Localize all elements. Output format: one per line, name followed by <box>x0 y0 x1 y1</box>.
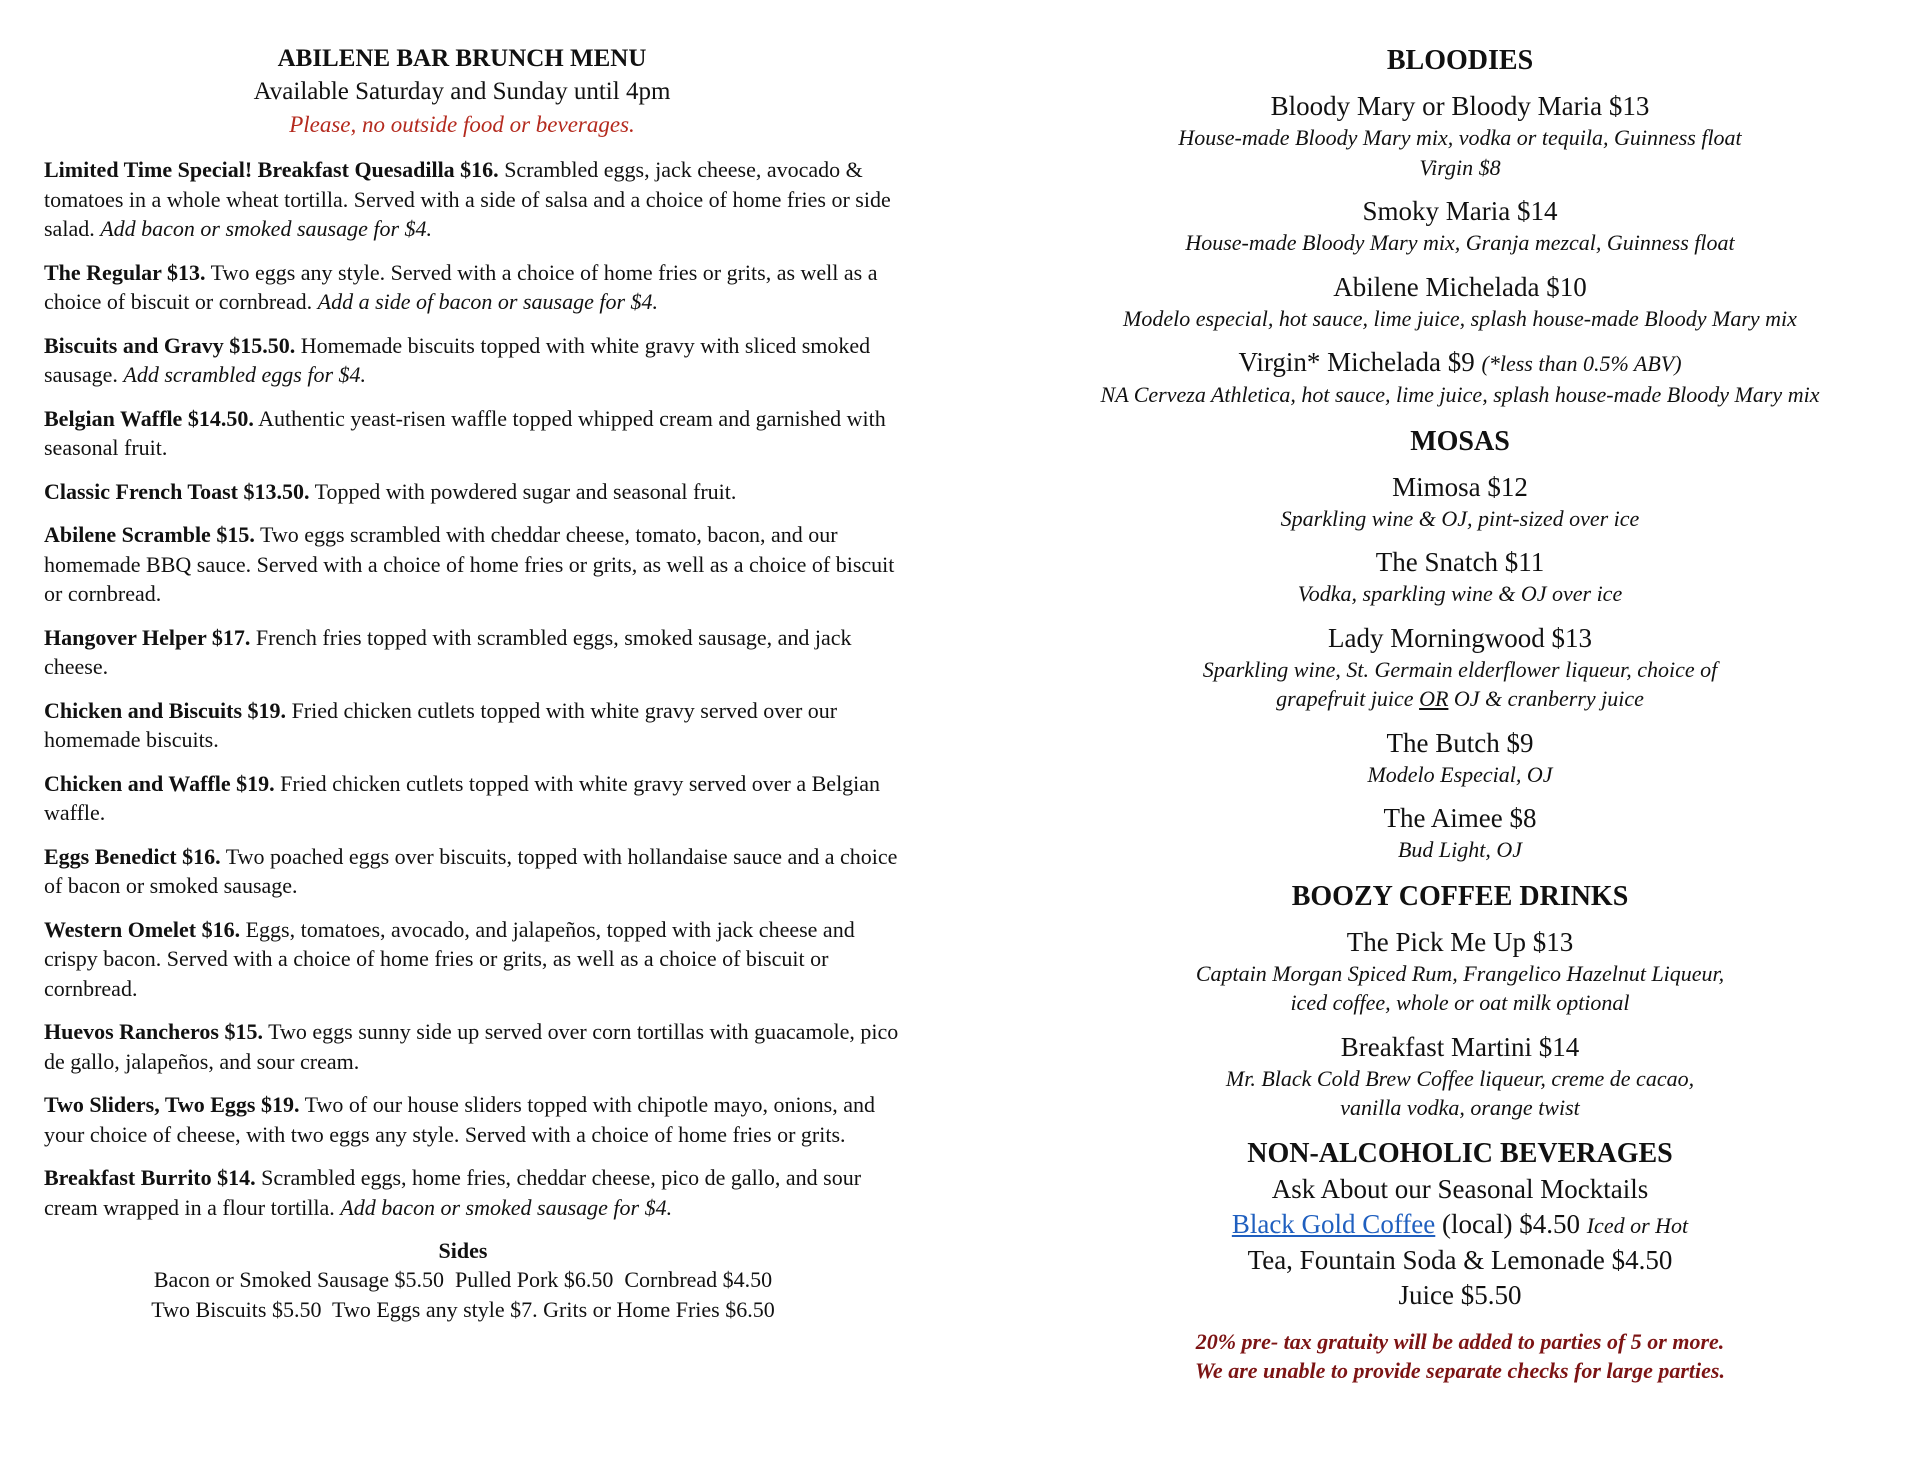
availability-text: Available Saturday and Sunday until 4pm <box>253 78 671 105</box>
juice-price: Juice $5.50 <box>1398 1279 1522 1310</box>
drink-description: Captain Morgan Spiced Rum, Frangelico Hazelnut Liqueur, <box>1195 960 1725 986</box>
drink-name-row <box>1040 346 1880 380</box>
drink-description-line2 <box>1040 684 1880 714</box>
drink-description: Sparkling wine & OJ, pint-sized over ice <box>1280 505 1640 531</box>
drink-description: iced coffee, whole or oat milk optional <box>1290 990 1630 1015</box>
drink-name: The Aimee $8 <box>1383 803 1537 833</box>
menu-header <box>44 42 900 141</box>
item-description: Two eggs any style. Served with a choice of home fries or grits, as well as a choice of biscuit or cornbread. <box>44 259 878 314</box>
mocktails-text: Ask About our Seasonal Mocktails <box>1271 1173 1649 1204</box>
food-column <box>44 42 900 1325</box>
drink-breakfast-martini <box>1040 1031 1880 1123</box>
desc-part: grapefruit juice <box>1276 686 1420 711</box>
mosas-heading: MOSAS <box>1410 425 1510 457</box>
drink-name: The Snatch $11 <box>1375 547 1545 577</box>
food-item-western-omelet <box>44 915 900 1004</box>
coffee-row <box>1040 1207 1880 1243</box>
drink-virgin-price: Virgin $8 <box>1419 154 1501 180</box>
item-description: Topped with powdered sugar and seasonal fruit. <box>314 478 737 504</box>
gratuity-notice <box>1040 1327 1880 1386</box>
item-description: French fries topped with scrambled eggs, smoked sausage, and jack cheese. <box>44 624 852 679</box>
drink-the-butch <box>1040 727 1880 790</box>
drink-description: Vodka, sparkling wine & OJ over ice <box>1297 581 1623 606</box>
food-item-abilene-scramble <box>44 520 900 609</box>
item-name: Eggs Benedict $16. <box>44 843 221 869</box>
item-description: Fried chicken cutlets topped with white gravy served over our homemade biscuits. <box>44 697 838 752</box>
item-addon: Add scrambled eggs for $4. <box>123 362 367 387</box>
drink-lady-morningwood <box>1040 622 1880 714</box>
item-description: Fried chicken cutlets topped with white gravy served over a Belgian waffle. <box>44 770 881 825</box>
item-description: Two of our house sliders topped with chipotle mayo, onions, and your choice of cheese, with two eggs any style. Served with a choice of home fries or grits. <box>44 1092 875 1147</box>
item-addon: Add bacon or smoked sausage for $4. <box>100 216 433 241</box>
menu-title: ABILENE BAR BRUNCH MENU <box>277 45 647 72</box>
or-underlined: OR <box>1419 686 1449 711</box>
drink-virgin-michelada <box>1040 346 1880 410</box>
item-description: Two poached eggs over biscuits, topped with hollandaise sauce and a choice of bacon or smoked sausage. <box>44 843 898 898</box>
drink-pick-me-up <box>1040 926 1880 1018</box>
non-alcoholic-heading: NON-ALCOHOLIC BEVERAGES <box>1247 1137 1673 1169</box>
sides-line: Bacon or Smoked Sausage $5.50 Pulled Pork $6.50 Cornbread $4.50 <box>153 1267 773 1292</box>
sides-line: Two Biscuits $5.50 Two Eggs any style $7. Grits or Home Fries $6.50 <box>151 1297 775 1322</box>
item-description: Scrambled eggs, home fries, cheddar cheese, pico de gallo, and sour cream wrapped in a flour tortilla. <box>44 1165 862 1220</box>
drink-name: Abilene Michelada $10 <box>1333 271 1587 302</box>
food-item-hangover-helper <box>44 623 900 682</box>
drink-description: Modelo especial, hot sauce, lime juice, splash house-made Bloody Mary mix <box>1123 305 1797 331</box>
drink-description: Modelo Especial, OJ <box>1367 761 1553 787</box>
drink-the-aimee <box>1040 802 1880 865</box>
drink-description: House-made Bloody Mary mix, Granja mezcal, Guinness float <box>1185 230 1735 255</box>
item-name: The Regular $13. <box>44 259 206 285</box>
drink-description: vanilla vodka, orange twist <box>1340 1095 1580 1120</box>
boozy-coffee-heading: BOOZY COFFEE DRINKS <box>1291 880 1629 912</box>
sides-title: Sides <box>438 1238 488 1263</box>
gratuity-line: We are unable to provide separate checks for large parties. <box>1195 1358 1725 1383</box>
drink-description: Mr. Black Cold Brew Coffee liqueur, creme de cacao, <box>1225 1065 1695 1091</box>
drink-name: Bloody Mary or Bloody Maria $13 <box>1270 91 1650 121</box>
black-gold-coffee-link[interactable]: Black Gold Coffee <box>1231 1208 1436 1239</box>
drink-name: Lady Morningwood $13 <box>1328 622 1592 653</box>
item-name: Hangover Helper $17. <box>44 624 251 650</box>
coffee-price: (local) $4.50 <box>1435 1208 1587 1239</box>
food-item-chicken-and-waffle <box>44 769 900 828</box>
item-description: Authentic yeast-risen waffle topped whipped cream and garnished with seasonal fruit. <box>44 405 886 460</box>
item-name: Huevos Rancheros $15. <box>44 1019 263 1044</box>
abv-note: (*less than 0.5% ABV) <box>1481 351 1682 376</box>
food-item-eggs-benedict <box>44 842 900 901</box>
drink-mimosa <box>1040 471 1880 534</box>
tea-soda-lemonade: Tea, Fountain Soda & Lemonade $4.50 <box>1247 1244 1673 1275</box>
drink-description: House-made Bloody Mary mix, vodka or tequila, Guinness float <box>1178 125 1742 150</box>
item-name: Classic French Toast $13.50. <box>44 478 310 504</box>
drink-description: Sparkling wine, St. Germain elderflower liqueur, choice of <box>1202 656 1718 682</box>
drink-smoky-maria <box>1040 195 1880 258</box>
sides-section <box>44 1236 900 1325</box>
food-item-belgian-waffle <box>44 404 900 463</box>
item-name: Western Omelet $16. <box>44 916 241 942</box>
drinks-column <box>1040 42 1880 1386</box>
drink-name: Mimosa $12 <box>1392 471 1528 502</box>
drink-bloody-mary <box>1040 90 1880 182</box>
item-name: Chicken and Biscuits $19. <box>44 697 287 723</box>
drink-name: Smoky Maria $14 <box>1362 196 1558 226</box>
drink-name: The Pick Me Up $13 <box>1346 926 1574 957</box>
item-name: Biscuits and Gravy $15.50. <box>44 332 296 358</box>
drink-the-snatch <box>1040 546 1880 609</box>
desc-part: OJ & cranberry juice <box>1448 686 1644 711</box>
food-item-chicken-and-biscuits <box>44 696 900 755</box>
food-item-huevos-rancheros <box>44 1017 900 1076</box>
bloodies-heading: BLOODIES <box>1386 45 1534 76</box>
gratuity-line: 20% pre- tax gratuity will be added to parties of 5 or more. <box>1195 1328 1725 1354</box>
item-name: Limited Time Special! Breakfast Quesadilla $16. <box>44 157 499 182</box>
drink-description: NA Cerveza Athletica, hot sauce, lime juice, splash house-made Bloody Mary mix <box>1100 382 1820 407</box>
item-description: Homemade biscuits topped with white gravy with sliced smoked sausage. <box>44 332 871 387</box>
drink-abilene-michelada <box>1040 271 1880 334</box>
food-item-two-sliders-two-eggs <box>44 1090 900 1149</box>
item-name: Belgian Waffle $14.50. <box>44 405 254 431</box>
drink-name: Breakfast Martini $14 <box>1340 1031 1580 1062</box>
item-description: Two eggs sunny side up served over corn tortillas with guacamole, pico de gallo, jalapeños, and sour cream. <box>44 1019 899 1074</box>
drink-name: The Butch $9 <box>1386 727 1534 758</box>
item-name: Two Sliders, Two Eggs $19. <box>44 1092 300 1117</box>
food-item-the-regular <box>44 258 900 317</box>
item-name: Chicken and Waffle $19. <box>44 770 275 796</box>
food-item-biscuits-and-gravy <box>44 331 900 390</box>
food-item-breakfast-burrito <box>44 1163 900 1222</box>
item-description: Scrambled eggs, jack cheese, avocado & tomatoes in a whole wheat tortilla. Served with a side of salsa and a choice of home fries or side salad. <box>44 157 891 241</box>
drink-description: Bud Light, OJ <box>1397 837 1523 862</box>
outside-food-notice: Please, no outside food or beverages. <box>289 112 635 137</box>
coffee-note: Iced or Hot <box>1586 1212 1689 1238</box>
item-addon: Add a side of bacon or sausage for $4. <box>317 289 659 314</box>
item-description: Two eggs scrambled with cheddar cheese, tomato, bacon, and our homemade BBQ sauce. Served with a choice of home fries or grits, as well as a choice of biscuit or cornbread. <box>44 522 895 606</box>
item-description: Eggs, tomatoes, avocado, and jalapeños, topped with jack cheese and crispy bacon. Served with a choice of home fries or grits, as well as a choice of biscuit or cornbread. <box>44 916 855 1001</box>
drink-name: Virgin* Michelada $9 <box>1238 347 1475 377</box>
item-name: Breakfast Burrito $14. <box>44 1165 256 1190</box>
food-item-classic-french-toast <box>44 477 900 507</box>
item-addon: Add bacon or smoked sausage for $4. <box>340 1194 673 1220</box>
item-name: Abilene Scramble $15. <box>44 522 255 547</box>
food-items-list <box>44 155 900 1222</box>
food-item-breakfast-quesadilla <box>44 155 900 244</box>
